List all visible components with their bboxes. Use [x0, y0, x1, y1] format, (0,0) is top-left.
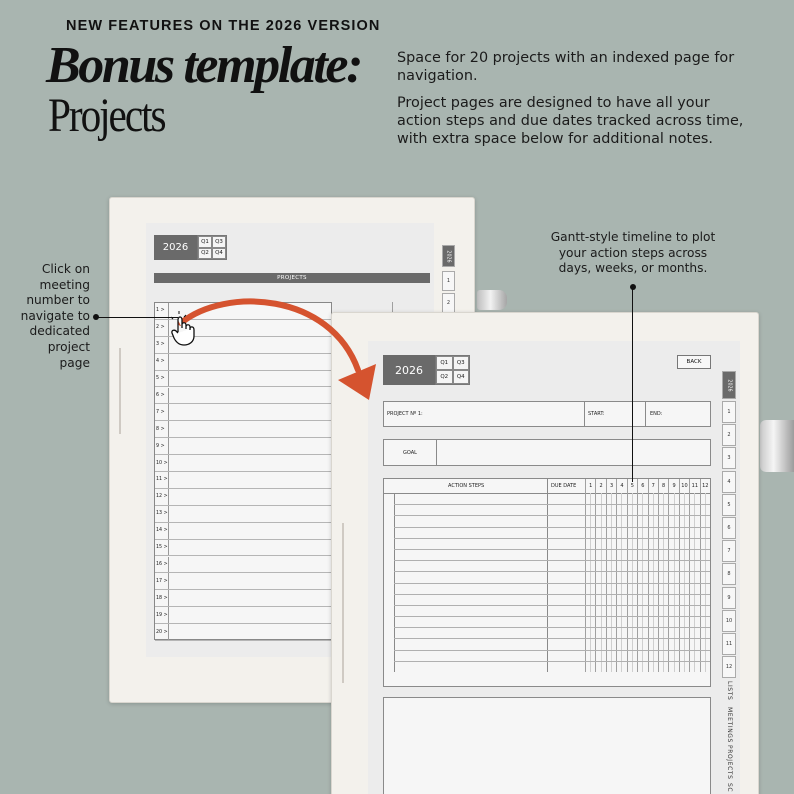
- project-row[interactable]: [155, 320, 331, 337]
- side-tab-11[interactable]: 11: [722, 633, 736, 655]
- side-tab-2[interactable]: 2: [722, 424, 736, 446]
- top-label: NEW FEATURES ON THE 2026 VERSION: [66, 18, 381, 34]
- right-pointer-dot: [630, 284, 636, 290]
- projects-list-header: PROJECTS: [154, 273, 430, 283]
- project-screen: [368, 341, 740, 794]
- quarter-grid: [435, 355, 470, 385]
- pen-clip-icon: [477, 290, 507, 310]
- project-row-number[interactable]: 10 >: [155, 455, 169, 471]
- gantt-row-line: [394, 549, 710, 550]
- project-row-number[interactable]: 2 >: [155, 320, 169, 336]
- project-row-number[interactable]: 13 >: [155, 506, 169, 522]
- quarter-q4[interactable]: Q4: [453, 370, 470, 384]
- timeline-col-6: 6: [641, 483, 645, 489]
- project-row[interactable]: [155, 404, 331, 421]
- right-pointer-line: [632, 287, 633, 482]
- side-tab-3[interactable]: 3: [722, 447, 736, 469]
- side-section-lists[interactable]: LISTS: [726, 681, 733, 701]
- side-tab-8[interactable]: 8: [722, 563, 736, 585]
- gantt-row-line: [394, 638, 710, 639]
- gantt-row-line: [394, 650, 710, 651]
- project-row[interactable]: [155, 506, 331, 523]
- project-row-number[interactable]: 1 >: [155, 303, 169, 319]
- timeline-col-8: 8: [662, 483, 666, 489]
- project-row-number[interactable]: 19 >: [155, 607, 169, 623]
- project-row-number[interactable]: 7 >: [155, 404, 169, 420]
- project-row[interactable]: [155, 388, 331, 405]
- due-date-header: DUE DATE: [551, 483, 577, 489]
- gantt-row-line: [394, 527, 710, 528]
- project-info-row: [383, 401, 711, 427]
- project-row-number[interactable]: 5 >: [155, 371, 169, 387]
- timeline-col-4: 4: [620, 483, 624, 489]
- project-row[interactable]: [155, 354, 331, 371]
- project-row[interactable]: [155, 590, 331, 607]
- side-section-meetings[interactable]: MEETINGS: [726, 707, 733, 743]
- project-row[interactable]: [155, 337, 331, 354]
- quarter-q1[interactable]: Q1: [436, 356, 453, 370]
- timeline-col-2: 2: [599, 483, 603, 489]
- timeline-col-12: 12: [702, 483, 709, 489]
- quarter-q2[interactable]: Q2: [198, 248, 212, 260]
- gantt-row-line: [394, 538, 710, 539]
- gantt-row-line: [394, 504, 710, 505]
- project-row[interactable]: [155, 455, 331, 472]
- project-row-number[interactable]: 3 >: [155, 337, 169, 353]
- device-edge: [342, 523, 344, 683]
- gantt-row-line: [394, 605, 710, 606]
- description-1: Space for 20 projects with an indexed page for navigation.: [397, 50, 735, 84]
- project-row-number[interactable]: 12 >: [155, 489, 169, 505]
- gantt-row-line: [394, 661, 710, 662]
- side-tab-year[interactable]: 2026: [442, 245, 455, 267]
- gantt-row-line: [394, 560, 710, 561]
- project-row[interactable]: [155, 438, 331, 455]
- timeline-col-9: 9: [672, 483, 676, 489]
- annotation-left: Click on meeting number to navigate to dedicated project page: [20, 262, 90, 370]
- quarter-q1[interactable]: Q1: [198, 236, 212, 248]
- left-pointer-dot: [93, 314, 99, 320]
- side-tab-4[interactable]: 4: [722, 471, 736, 493]
- side-tab-10[interactable]: 10: [722, 610, 736, 632]
- project-row[interactable]: [155, 421, 331, 438]
- notes-area[interactable]: [383, 697, 711, 794]
- project-row-number[interactable]: 11 >: [155, 472, 169, 488]
- goal-label: GOAL: [403, 450, 417, 456]
- side-section-projects[interactable]: PROJECTS: [726, 745, 733, 780]
- start-label: START:: [588, 411, 605, 417]
- gantt-row-line: [394, 616, 710, 617]
- gantt-row-line: [394, 515, 710, 516]
- year-box: 2026: [383, 355, 435, 385]
- project-row[interactable]: [155, 472, 331, 489]
- gantt-row-line: [394, 571, 710, 572]
- project-row-number[interactable]: 20 >: [155, 624, 169, 640]
- timeline-col-5: 5: [630, 483, 634, 489]
- timeline-col-1: 1: [589, 483, 593, 489]
- side-tab-7[interactable]: 7: [722, 540, 736, 562]
- side-tab-6[interactable]: 6: [722, 517, 736, 539]
- side-section-sc[interactable]: SC: [726, 783, 733, 793]
- tablet-project-page: [331, 312, 759, 794]
- timeline-col-11: 11: [691, 483, 699, 489]
- side-tab-1[interactable]: 1: [442, 271, 455, 291]
- project-row-number[interactable]: 17 >: [155, 573, 169, 589]
- project-row-number[interactable]: 14 >: [155, 523, 169, 539]
- title-projects: Projects: [48, 89, 165, 142]
- project-row-number[interactable]: 8 >: [155, 421, 169, 437]
- gantt-row-line: [394, 583, 710, 584]
- project-row-number[interactable]: 6 >: [155, 388, 169, 404]
- side-tab-9[interactable]: 9: [722, 587, 736, 609]
- quarter-q3[interactable]: Q3: [453, 356, 470, 370]
- project-row-number[interactable]: 18 >: [155, 590, 169, 606]
- left-pointer-line: [96, 317, 178, 318]
- goal-row: [383, 439, 711, 466]
- year-box: 2026: [154, 235, 197, 260]
- project-row[interactable]: [155, 523, 331, 540]
- side-tab-year[interactable]: 2026: [722, 371, 736, 399]
- project-row[interactable]: [155, 557, 331, 574]
- annotation-right: Gantt-style timeline to plot your action steps across days, weeks, or months.: [550, 230, 716, 276]
- back-button[interactable]: BACK: [677, 355, 711, 369]
- project-row[interactable]: [155, 624, 331, 641]
- project-row[interactable]: [155, 607, 331, 624]
- action-steps-header: ACTION STEPS: [448, 483, 485, 489]
- gantt-row-line: [394, 627, 710, 628]
- side-tab-2[interactable]: 2: [442, 293, 455, 313]
- side-tab-5[interactable]: 5: [722, 494, 736, 516]
- side-tab-1[interactable]: 1: [722, 401, 736, 423]
- gantt-row-line: [394, 594, 710, 595]
- timeline-col-10: 10: [681, 483, 688, 489]
- project-row-number[interactable]: 16 >: [155, 557, 169, 573]
- device-edge: [119, 348, 121, 434]
- timeline-col-7: 7: [651, 483, 655, 489]
- quarter-q2[interactable]: Q2: [436, 370, 453, 384]
- pen-clip-icon: [760, 420, 794, 472]
- side-tab-12[interactable]: 12: [722, 656, 736, 678]
- quarter-q3[interactable]: Q3: [212, 236, 226, 248]
- project-row[interactable]: [155, 573, 331, 590]
- projects-list: [154, 302, 332, 640]
- project-row-number[interactable]: 9 >: [155, 438, 169, 454]
- project-row[interactable]: [155, 303, 331, 320]
- timeline-col-3: 3: [609, 483, 614, 489]
- description-2: Project pages are designed to have all your action steps and due dates tracked across time, with extra space below for additional notes.: [397, 95, 744, 147]
- title-bonus-template: Bonus template:: [46, 37, 362, 94]
- project-row[interactable]: [155, 489, 331, 506]
- project-row-number[interactable]: 15 >: [155, 540, 169, 556]
- quarter-grid: [197, 235, 227, 260]
- project-row-number[interactable]: 4 >: [155, 354, 169, 370]
- gantt-table: [383, 478, 711, 687]
- project-row[interactable]: [155, 540, 331, 557]
- project-row[interactable]: [155, 371, 331, 388]
- end-label: END:: [650, 411, 663, 417]
- project-number-label: PROJECT Nº 1:: [387, 411, 423, 417]
- quarter-q4[interactable]: Q4: [212, 248, 226, 260]
